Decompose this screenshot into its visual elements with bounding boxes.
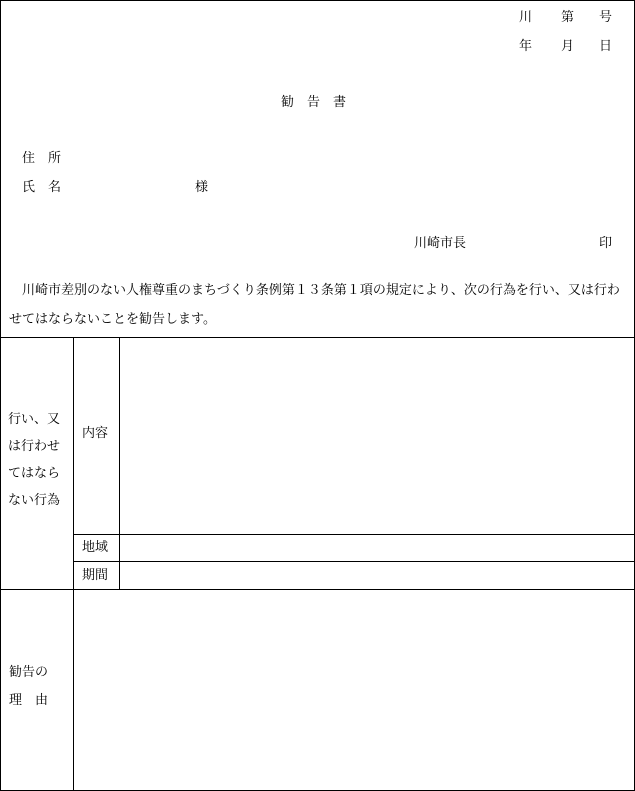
- year-label: 年: [519, 39, 533, 54]
- act-label-line: ない行為: [8, 493, 61, 508]
- act-section-bottom-border: [0, 589, 635, 590]
- area-bottom-border: [73, 561, 635, 562]
- go-label: 号: [599, 10, 613, 25]
- seal-label: 印: [599, 236, 613, 251]
- day-label: 日: [599, 39, 613, 54]
- honorific-sama: 様: [195, 180, 209, 195]
- act-label-line: 行い、又: [8, 412, 61, 427]
- reason-label-line2: 理 由: [9, 693, 49, 708]
- area-label: 地域: [82, 540, 109, 555]
- table-top-border: [0, 337, 635, 338]
- table-col2-border: [119, 337, 120, 589]
- content-label: 内容: [82, 426, 109, 441]
- dai-label: 第: [561, 10, 575, 25]
- act-label-line: てはなら: [8, 466, 61, 481]
- period-label: 期間: [82, 568, 109, 583]
- table-col1-border: [73, 337, 74, 791]
- act-label: [8, 406, 60, 514]
- act-label-line: は行わせ: [8, 439, 61, 454]
- body-text-line2: せてはならないことを勧告します。: [9, 312, 216, 327]
- reason-label-line1: 勧告の: [9, 665, 49, 680]
- content-bottom-border: [73, 534, 635, 535]
- name-label: 氏 名: [22, 180, 62, 195]
- month-label: 月: [561, 39, 575, 54]
- document-title: 勧 告 書: [281, 95, 347, 110]
- body-text-line1: 川崎市差別のない人権尊重のまちづくり条例第１３条第１項の規定により、次の行為を行い、又は行わ: [22, 283, 620, 298]
- issuer-label: 川崎市長: [414, 236, 467, 251]
- kawa-label: 川: [519, 10, 533, 25]
- address-label: 住 所: [22, 151, 62, 166]
